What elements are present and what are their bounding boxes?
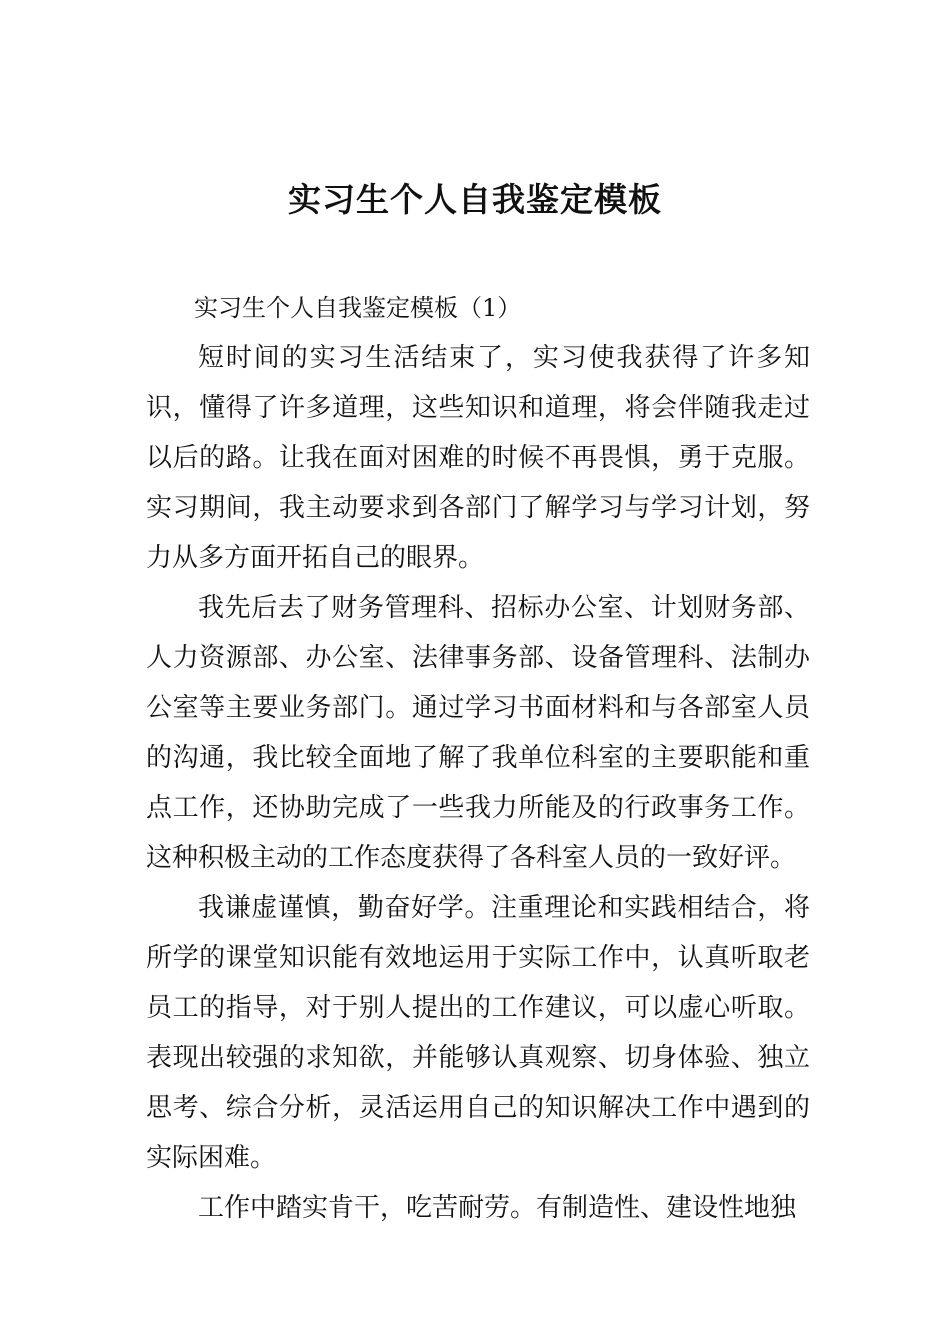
document-body bbox=[146, 283, 810, 1233]
paragraph-2: 我先后去了财务管理科、招标办公室、计划财务部、人力资源部、办公室、法律事务部、设备管理科、法制办公室等主要业务部门。通过学习书面材料和与各部室人员的沟通，我比较全面地了解了我单位科室的主要职能和重点工作，还协助完成了一些我力所能及的行政事务工作。这种积极主动的工作态度获得了各科室人员的一致好评。 bbox=[146, 593, 810, 873]
document-subtitle: 实习生个人自我鉴定模板（1） bbox=[194, 294, 522, 322]
paragraph-3: 我谦虚谨慎，勤奋好学。注重理论和实践相结合，将所学的课堂知识能有效地运用于实际工作中，认真听取老员工的指导，对于别人提出的工作建议，可以虚心听取。表现出较强的求知欲，并能够认真观察、切身体验、独立思考、综合分析，灵活运用自己的知识解决工作中遇到的实际困难。 bbox=[146, 893, 810, 1173]
paragraph-1: 短时间的实习生活结束了，实习使我获得了许多知识，懂得了许多道理，这些知识和道理，将会伴随我走过以后的路。让我在面对困难的时候不再畏惧，勇于克服。 实习期间，我主动要求到各部门了解学习与学习计划，努力从多方面开拓自己的眼界。 bbox=[146, 343, 810, 573]
document-title: 实习生个人自我鉴定模板 bbox=[288, 180, 662, 219]
paragraph-4: 工作中踏实肯干，吃苦耐劳。有制造性、建设性地独 bbox=[198, 1193, 797, 1223]
